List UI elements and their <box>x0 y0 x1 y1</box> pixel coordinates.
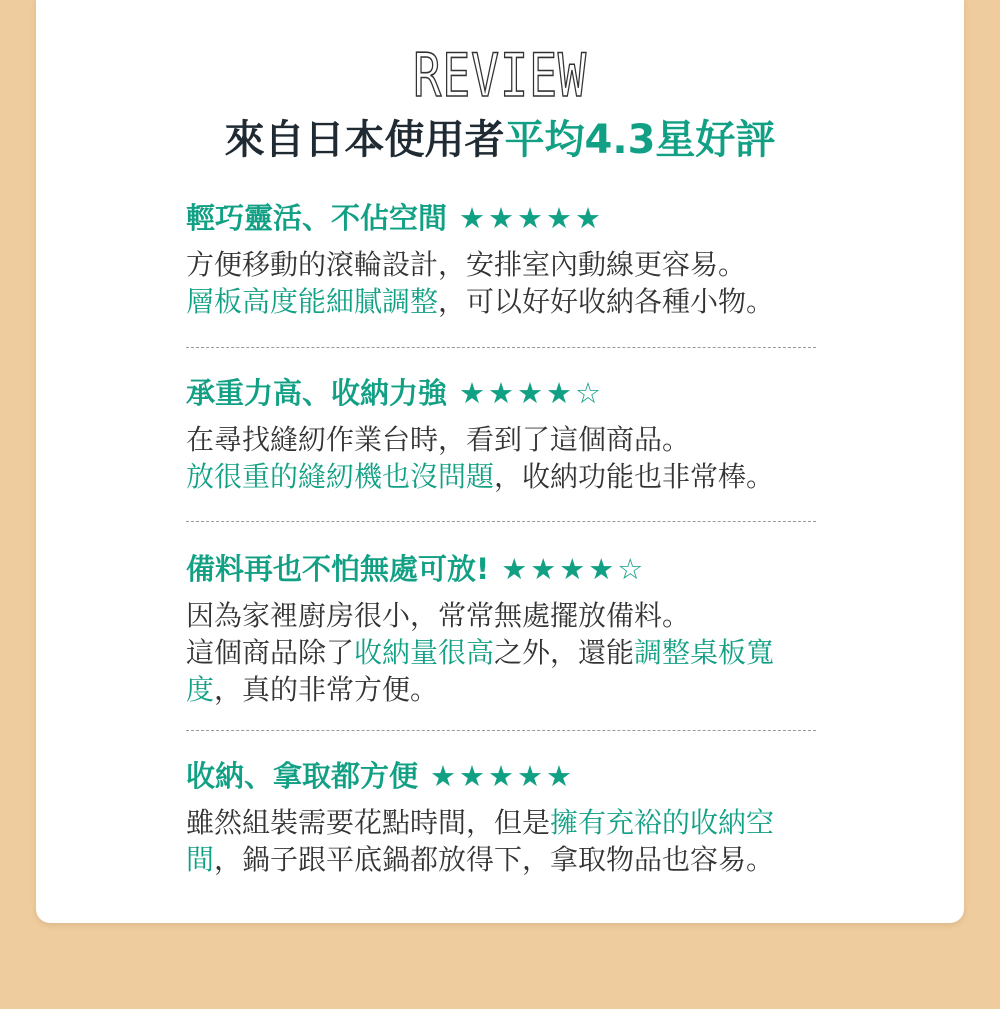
plain-text: ，真的非常方便。 <box>214 673 439 706</box>
rating-stars: ★★★★★ <box>430 759 576 793</box>
review-item <box>186 549 846 708</box>
review-item <box>186 373 846 495</box>
review-text-line <box>186 804 846 841</box>
plain-text: 這個商品除了 <box>186 636 355 669</box>
divider <box>186 347 816 348</box>
review-item <box>186 756 846 878</box>
highlight-text: 間 <box>186 843 215 876</box>
rating-stars: ★★★★☆ <box>501 552 647 586</box>
review-title: 備料再也不怕無處可放! <box>186 552 490 586</box>
review-title: 承重力高、收納力強 <box>186 376 448 410</box>
review-text-line <box>186 841 846 878</box>
plain-text: ，鍋子跟平底鍋都放得下，拿取物品也容易。 <box>214 843 775 876</box>
review-title: 收納、拿取都方便 <box>186 759 419 793</box>
review-text-line <box>186 283 846 320</box>
review-text-line: 因為家裡廚房很小，常常無處擺放備料。 <box>186 599 691 632</box>
highlight-text: 度 <box>186 673 215 706</box>
highlight-text: 層板高度能細膩調整 <box>186 285 439 318</box>
highlight-text: 調整桌板寬 <box>634 636 775 669</box>
rating-stars: ★★★★★ <box>459 201 605 235</box>
headline-plain: 來自日本使用者 <box>224 117 505 163</box>
page-title <box>36 114 964 166</box>
headline-highlight: 平均4.3星好評 <box>504 117 776 163</box>
review-text-line: 方便移動的滾輪設計，安排室內動線更容易。 <box>186 248 747 281</box>
review-text-line: 在尋找縫紉作業台時，看到了這個商品。 <box>186 423 691 456</box>
highlight-text: 放很重的縫紉機也沒問題 <box>186 460 495 493</box>
review-text-line <box>186 458 846 495</box>
review-text-line <box>186 634 846 671</box>
highlight-text: 擁有充裕的收納空 <box>550 806 775 839</box>
plain-text: 雖然組裝需要花點時間，但是 <box>186 806 551 839</box>
plain-text: ，可以好好收納各種小物。 <box>438 285 775 318</box>
plain-text: 之外，還能 <box>494 636 635 669</box>
highlight-text: 收納量很高 <box>354 636 495 669</box>
review-text-line <box>186 671 846 708</box>
review-title: 輕巧靈活、不佔空間 <box>186 201 448 235</box>
divider <box>186 521 816 522</box>
plain-text: ，收納功能也非常棒。 <box>494 460 775 493</box>
divider <box>186 730 816 731</box>
review-item <box>186 198 846 320</box>
rating-stars: ★★★★☆ <box>459 376 605 410</box>
review-heading-graphic: REVIEW <box>413 41 587 111</box>
